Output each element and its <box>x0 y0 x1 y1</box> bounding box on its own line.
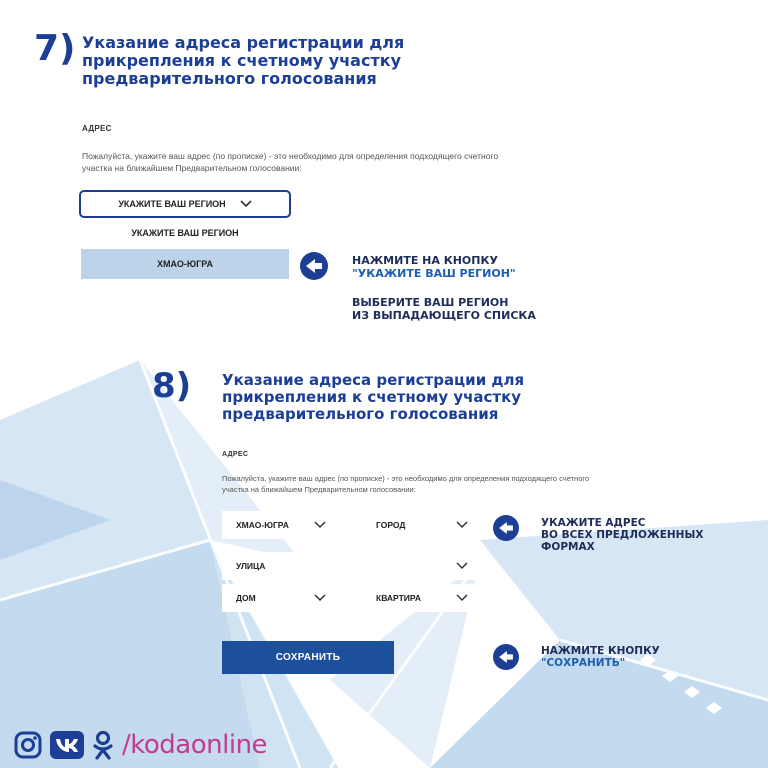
house-select-placeholder: ДОМ <box>236 593 256 603</box>
city-select[interactable] <box>362 511 482 539</box>
house-select[interactable] <box>222 584 340 612</box>
region-option[interactable]: УКАЖИТЕ ВАШ РЕГИОН <box>81 220 289 246</box>
region-dropdown-label: УКАЖИТЕ ВАШ РЕГИОН <box>118 199 226 209</box>
note-line: УКАЖИТЕ АДРЕС <box>541 517 646 529</box>
step-7-title <box>82 34 404 88</box>
step-8-number: 8) <box>152 366 192 406</box>
step-8-note-address <box>541 517 703 553</box>
step-7-title-line: Указание адреса регистрации для <box>82 33 405 52</box>
chevron-down-icon <box>314 521 326 529</box>
step-7-note <box>352 254 536 322</box>
step-7-number: 7) <box>34 28 76 69</box>
description-line: участка на ближайшем Предварительном голосовании: <box>82 163 302 173</box>
note-line: ВО ВСЕХ ПРЕДЛОЖЕННЫХ <box>541 529 704 541</box>
apartment-select-placeholder: КВАРТИРА <box>376 593 421 603</box>
step-8-description <box>222 473 652 495</box>
chevron-down-icon <box>314 594 326 602</box>
chevron-down-icon <box>456 562 468 570</box>
city-select-placeholder: ГОРОД <box>376 520 406 530</box>
save-button[interactable]: СОХРАНИТЬ <box>222 641 394 674</box>
step-8-title-line: прикрепления к счетному участку <box>222 388 522 406</box>
region-select-value: ХМАО-ЮГРА <box>236 520 289 530</box>
instagram-icon[interactable] <box>14 731 42 759</box>
description-line: Пожалуйста, укажите ваш адрес (по прописке) - это необходимо для определения подходящего счетного <box>222 474 590 483</box>
vk-icon[interactable] <box>50 731 84 759</box>
odnoklassniki-icon[interactable] <box>92 730 114 760</box>
apartment-select[interactable] <box>362 584 482 612</box>
arrow-left-icon <box>300 252 328 280</box>
social-links <box>14 728 267 762</box>
description-line: Пожалуйста, укажите ваш адрес (по прописке) - это необходимо для определения подходящего счетного <box>82 151 499 161</box>
step-8-title <box>222 372 524 423</box>
region-select[interactable] <box>222 511 340 539</box>
street-select[interactable] <box>222 552 482 580</box>
step-8-section-label: АДРЕС <box>222 451 249 458</box>
step-8-title-line: предварительного голосования <box>222 405 499 423</box>
arrow-left-icon <box>493 515 519 541</box>
step-8-title-line: Указание адреса регистрации для <box>222 371 525 389</box>
step-7-section-label: АДРЕС <box>82 124 112 133</box>
chevron-down-icon <box>456 521 468 529</box>
description-line: участка на ближайшем Предварительном голосовании: <box>222 485 416 494</box>
note-line-highlight: "СОХРАНИТЬ" <box>541 657 626 669</box>
note-line: ИЗ ВЫПАДАЮЩЕГО СПИСКА <box>352 309 536 322</box>
region-dropdown[interactable] <box>79 190 291 218</box>
region-option-selected[interactable]: ХМАО-ЮГРА <box>81 249 289 279</box>
note-line-highlight: "УКАЖИТЕ ВАШ РЕГИОН" <box>352 267 516 280</box>
step-7-title-line: предварительного голосования <box>82 69 377 88</box>
note-line: НАЖМИТЕ КНОПКУ <box>541 645 660 657</box>
street-select-placeholder: УЛИЦА <box>236 561 266 571</box>
step-7-description <box>82 150 582 174</box>
social-handle[interactable]: /kodaonline <box>122 730 268 760</box>
note-line: ФОРМАХ <box>541 541 595 553</box>
chevron-down-icon <box>456 594 468 602</box>
step-7-title-line: прикрепления к счетному участку <box>82 51 402 70</box>
note-line: ВЫБЕРИТЕ ВАШ РЕГИОН <box>352 296 509 309</box>
note-line: НАЖМИТЕ НА КНОПКУ <box>352 254 498 267</box>
chevron-down-icon <box>240 200 252 208</box>
arrow-left-icon <box>493 644 519 670</box>
step-8-note-save <box>541 645 660 669</box>
